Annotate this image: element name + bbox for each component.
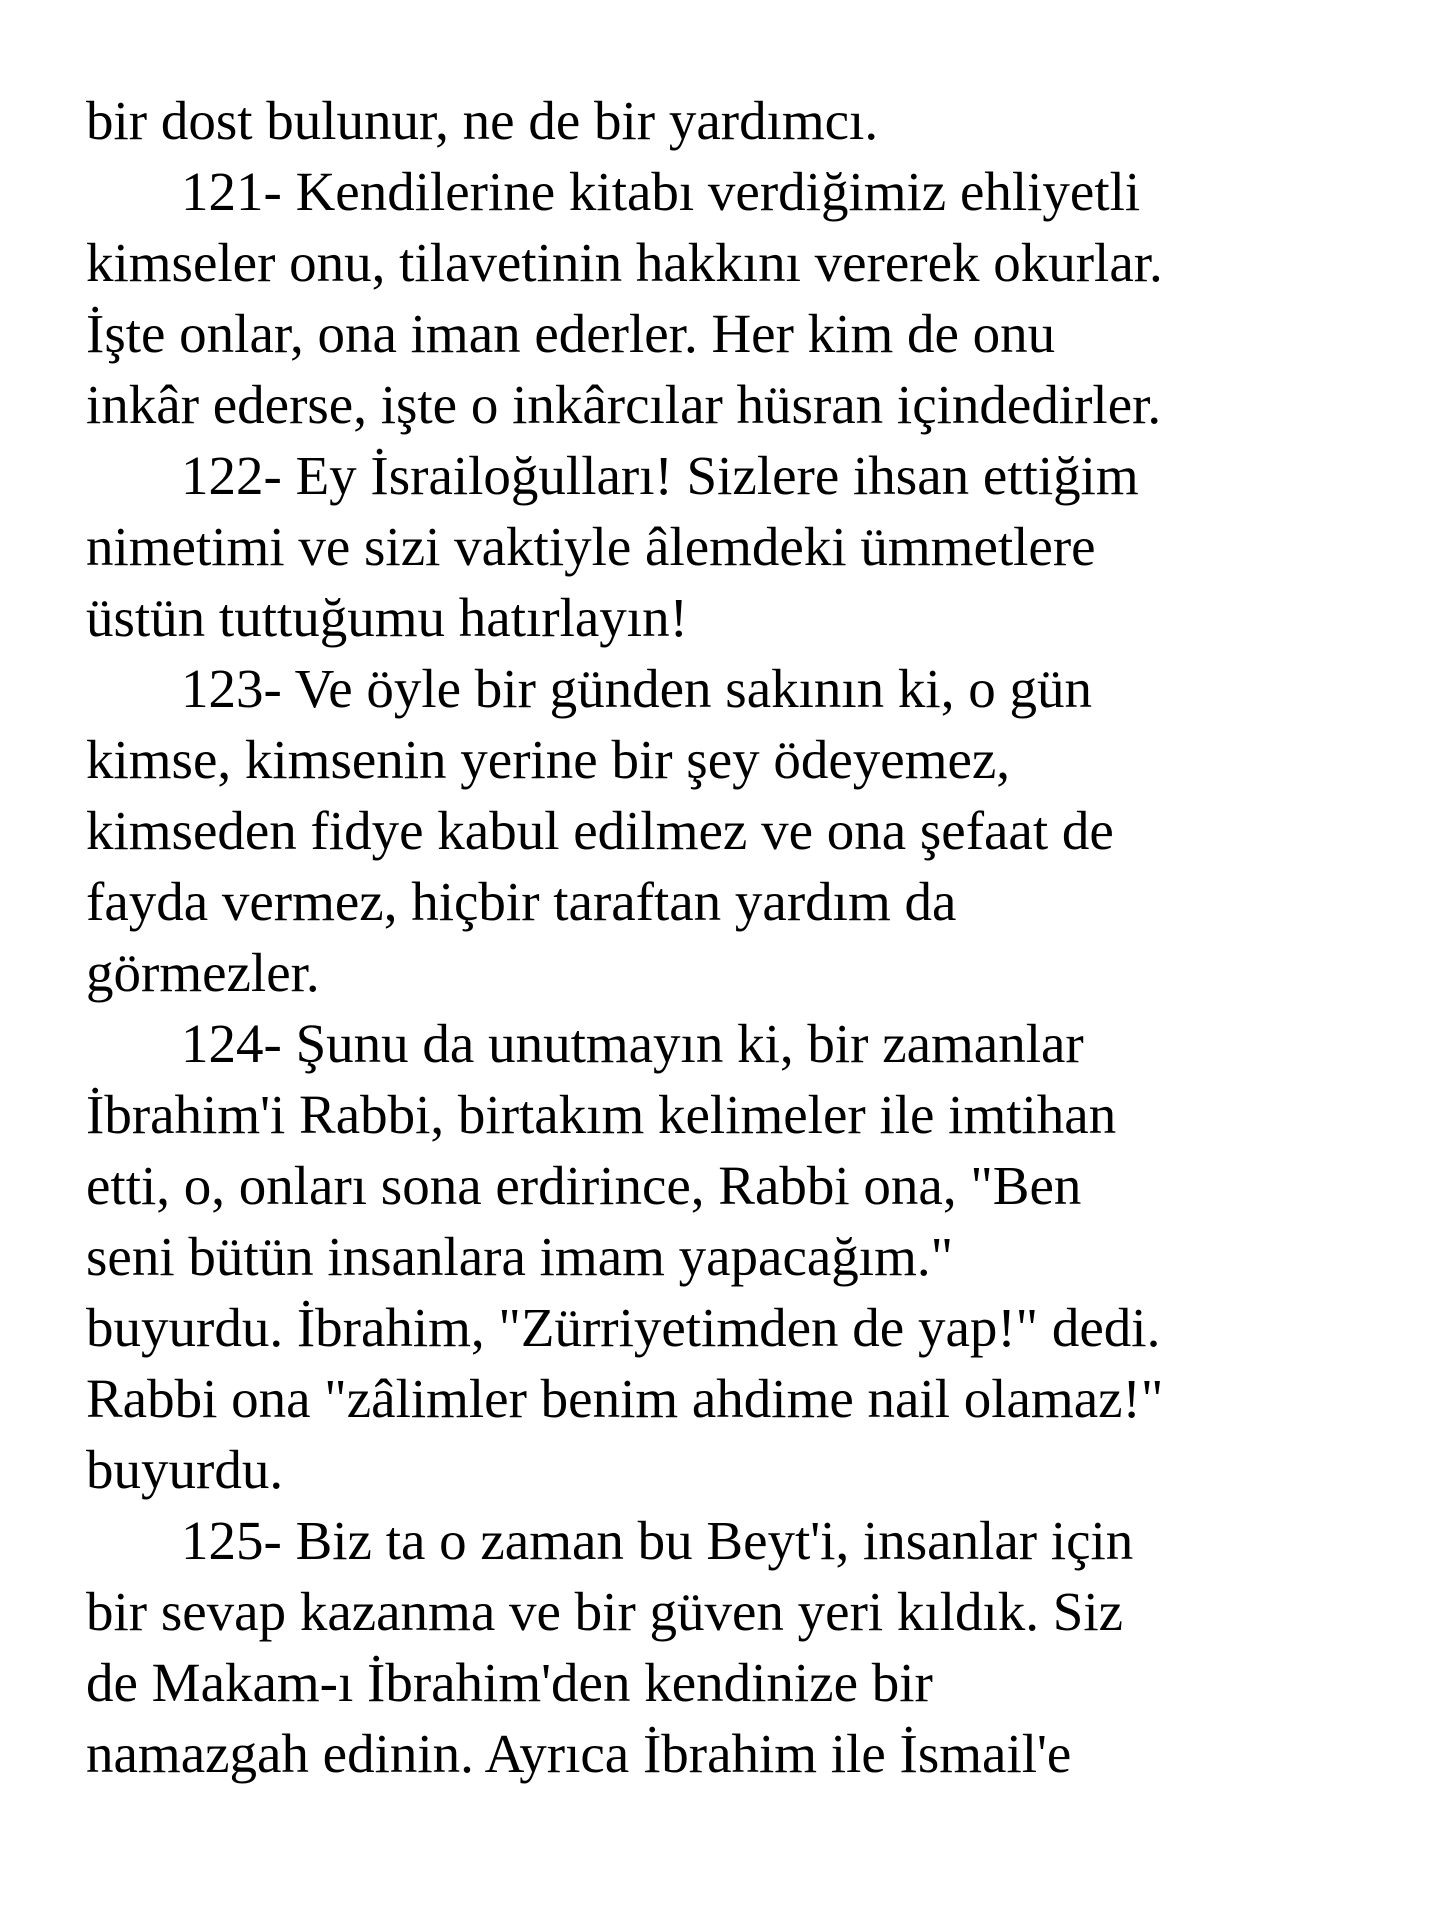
verse-123-line-1: 123- Ve öyle bir günden sakının ki, o gün bbox=[181, 658, 1092, 719]
verse-123-line-5: görmezler. bbox=[86, 942, 320, 1003]
verse-125-line-2: bir sevap kazanma ve bir güven yeri kıldık. Siz bbox=[86, 1581, 1124, 1642]
verse-124-line-4: seni bütün insanlara imam yapacağım." bbox=[86, 1226, 954, 1287]
verse-123-line-4: fayda vermez, hiçbir taraftan yardım da bbox=[86, 871, 957, 932]
verse-124-line-2: İbrahim'i Rabbi, birtakım kelimeler ile imtihan bbox=[86, 1084, 1117, 1145]
verse-121-line-4: inkâr ederse, işte o inkârcılar hüsran içindedirler. bbox=[86, 374, 1162, 435]
verse-124-line-3: etti, o, onları sona erdirince, Rabbi ona, "Ben bbox=[86, 1155, 1082, 1216]
verse-123-line-2: kimse, kimsenin yerine bir şey ödeyemez, bbox=[86, 729, 1011, 790]
verse-123-line-3: kimseden fidye kabul edilmez ve ona şefaat de bbox=[86, 800, 1114, 861]
verse-122-line-1: 122- Ey İsrailoğulları! Sizlere ihsan ettiğim bbox=[181, 445, 1139, 506]
text-line-1: bir dost bulunur, ne de bir yardımcı. bbox=[86, 90, 879, 151]
verse-124-line-6: Rabbi ona "zâlimler benim ahdime nail olamaz!" bbox=[86, 1368, 1164, 1429]
verse-122-line-2: nimetimi ve sizi vaktiyle âlemdeki ümmetlere bbox=[86, 516, 1096, 577]
verse-124-line-1: 124- Şunu da unutmayın ki, bir zamanlar bbox=[181, 1013, 1084, 1074]
verse-122-line-3: üstün tuttuğumu hatırlayın! bbox=[86, 587, 688, 648]
verse-124-line-7: buyurdu. bbox=[86, 1439, 284, 1500]
verse-121-line-1: 121- Kendilerine kitabı verdiğimiz ehliyetli bbox=[181, 161, 1141, 222]
verse-121-line-2: kimseler onu, tilavetinin hakkını vererek okurlar. bbox=[86, 232, 1163, 293]
verse-125-line-3: de Makam-ı İbrahim'den kendinize bir bbox=[86, 1652, 933, 1713]
verse-125-line-4: namazgah edinin. Ayrıca İbrahim ile İsmail'e bbox=[86, 1723, 1072, 1784]
verse-121-line-3: İşte onlar, ona iman ederler. Her kim de onu bbox=[86, 303, 1056, 364]
verse-125-line-1: 125- Biz ta o zaman bu Beyt'i, insanlar için bbox=[181, 1510, 1134, 1571]
verse-124-line-5: buyurdu. İbrahim, "Zürriyetimden de yap!" dedi. bbox=[86, 1297, 1161, 1358]
